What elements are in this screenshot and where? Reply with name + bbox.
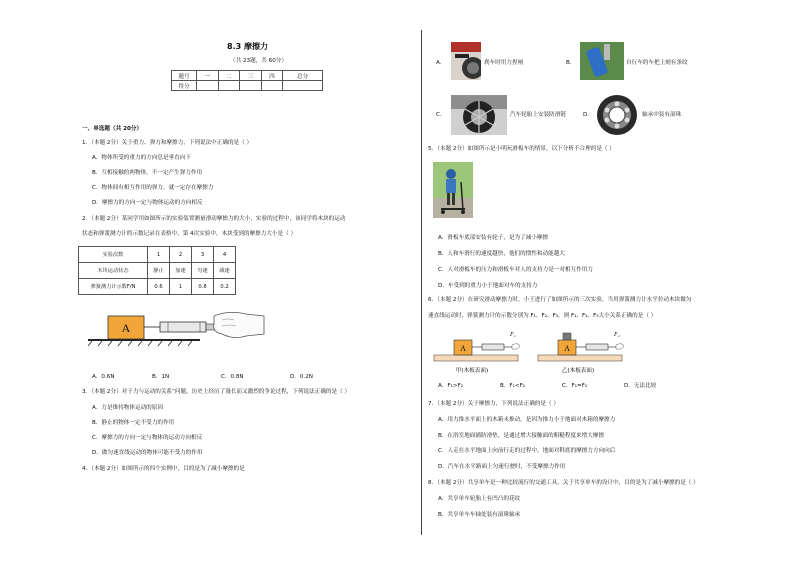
q2-data-table xyxy=(78,246,236,295)
table-cell: 1 xyxy=(170,279,192,295)
q3-stem: 3．（本题 2分）对于力与运动的关系”问题，历史上经历了漫长而又激烈的争论过程，下列说法正确的是（ ） xyxy=(82,389,351,395)
table-cell: 3 xyxy=(192,247,214,263)
q3-option-d: D．做匀速直线运动的物体可能不受力的作用 xyxy=(92,450,203,456)
q6-stem-line2: 速直线运动时，弹簧测力计的示数分别为 F₁、F₂、F₃，则 F₁、F₂、F₃大小关系正确的是（ ） xyxy=(428,313,657,319)
q2-option-c: C．0.8N xyxy=(221,374,244,380)
q5-option-b: B．人和车滑行的速度越快，他们的惯性和动能越大 xyxy=(438,251,565,257)
q4-option-b-letter: B． xyxy=(566,60,576,66)
table-row-label: 实验次数 xyxy=(79,247,148,263)
q6-experiment-figure xyxy=(432,326,632,376)
weight xyxy=(563,333,571,340)
scooter-child-photo xyxy=(433,162,473,218)
q2-option-b: B．1N xyxy=(152,374,170,380)
q6-option-a: A．F₁>F₂ xyxy=(438,383,464,389)
q3-option-b: B．静止的物体一定不受力的作用 xyxy=(92,420,175,426)
q4-option-b-text: 自行车的车把上刻有条纹 xyxy=(626,60,688,66)
table-cell: 加速 xyxy=(170,263,192,279)
q1-stem: 1．（本题 2分）关于重力、弹力和摩擦力，下列说法中正确的是（ ） xyxy=(82,140,253,146)
q2-option-a: A．0.6N xyxy=(92,374,115,380)
force-label: F₂ xyxy=(614,332,620,338)
q4-option-d-text: 轴承中装有滚珠 xyxy=(642,112,682,118)
fig-caption: 甲(木板表面) xyxy=(455,368,489,374)
table-cell: 静止 xyxy=(148,263,170,279)
q7-option-c: C．人走在水平地面上向前行走的过程中，地面对鞋底的摩擦力方向向后 xyxy=(438,448,616,454)
score-cell[interactable] xyxy=(240,81,262,91)
q1-option-a: A．物体所受的重力的方向总是垂直向下 xyxy=(92,155,191,161)
table-row-label: 弹簧测力计示数F/N xyxy=(79,279,148,295)
q4-option-c-text: 汽车轮胎上安装防滑链 xyxy=(510,112,566,118)
score-table-header: 题号 xyxy=(172,71,197,81)
q6-stem-line1: 6．（本题 2分）在研究滑动摩擦力时，小王进行了如图所示的三次实验，当用弹簧测力计水平拉动木块做匀 xyxy=(428,297,692,303)
table-cell: 减速 xyxy=(214,263,236,279)
block-label: A xyxy=(460,344,466,353)
q4-stem: 4．（本题 2分）如图所示的四个实例中，目的是为了减小摩擦的是 xyxy=(82,466,245,472)
q8-option-a: A．共享单车轮胎上有凹凸的花纹 xyxy=(438,496,521,502)
table-cell: 1 xyxy=(148,247,170,263)
score-cell[interactable] xyxy=(218,81,240,91)
table-row xyxy=(79,247,236,263)
q4-option-a-letter: A． xyxy=(436,60,446,66)
score-cell[interactable] xyxy=(261,81,283,91)
q2-stem-line2: 状态和弹簧测力计的示数记录在表格中，第 4次实验中，木块受到的摩擦力大小是（ ） xyxy=(82,231,297,237)
q1-option-c: C．物体间有相互作用的弹力，就一定存在摩擦力 xyxy=(92,185,214,191)
force-label: F₁ xyxy=(510,332,516,338)
table-row xyxy=(79,279,236,295)
block-label: A xyxy=(564,344,570,353)
section-heading: 一、单选题（共 20分） xyxy=(82,126,143,132)
q8-option-b: B．共享单车车轴处装有滚珠轴承 xyxy=(438,512,521,518)
score-table xyxy=(171,70,323,91)
brake-lever-photo xyxy=(451,42,481,80)
table-cell: 0.6 xyxy=(148,279,170,295)
q7-option-b: B．在浴室地面铺防滑垫，是通过增大接触面的粗糙程度来增大摩擦 xyxy=(438,433,605,439)
page-subtitle: （共 23题，共 60分） xyxy=(230,58,287,64)
q5-option-c: C．人对滑板车的压力和滑板车对人的支持力是一对相互作用力 xyxy=(438,267,593,273)
q3-option-a: A．力是维持物体运动的原因 xyxy=(92,405,163,411)
q2-spring-scale-figure xyxy=(88,306,268,352)
table-cell: 匀速 xyxy=(192,263,214,279)
score-table-header: 四 xyxy=(261,71,283,81)
score-table-header: 总分 xyxy=(283,71,323,81)
table-cell: 0.8 xyxy=(192,279,214,295)
table-cell: 2 xyxy=(170,247,192,263)
q1-option-b: B．互相接触的两物体，不一定产生弹力作用 xyxy=(92,170,203,176)
q6-option-c: C．F₁=F₂ xyxy=(562,383,588,389)
score-row-label: 得分 xyxy=(172,81,197,91)
q3-option-c: C．摩擦力的方向一定与物体的运动方向相反 xyxy=(92,435,203,441)
score-table-header: 一 xyxy=(197,71,219,81)
q8-stem: 8．（本题 2分）共享单车是一种比较流行的交通工具，关于共享单车的设计中，目的是为了减小摩擦的是（ ） xyxy=(428,480,699,486)
q4-option-a-text: 刹车时用力捏闸 xyxy=(484,60,524,66)
q7-stem: 7．（本题 2分）关于摩擦力，下列说法正确的是（ ） xyxy=(428,401,559,407)
table-cell: 4 xyxy=(214,247,236,263)
table-row xyxy=(79,263,236,279)
handlebar-grip-photo xyxy=(580,42,624,80)
q6-option-d: D．无法比较 xyxy=(624,383,657,389)
q1-option-d: D．摩擦力的方向一定与物体运动的方向相反 xyxy=(92,200,203,206)
q5-stem: 5．（本题 2分）如图所示是小明玩滑板车的情景，以下分析不合理的是（ ） xyxy=(428,146,615,152)
q5-option-d: D．车受到的重力小于地面对车的支持力 xyxy=(438,283,538,289)
q2-option-d: D．0.2N xyxy=(290,374,313,380)
table-cell: 0.2 xyxy=(214,279,236,295)
hand xyxy=(214,312,264,337)
table-row-label: 木块运动状态 xyxy=(79,263,148,279)
q7-option-a: A．用力推水平面上的木箱未推动，是因为推力小于地面对木箱的摩擦力 xyxy=(438,417,616,423)
column-divider xyxy=(421,30,422,535)
q4-option-c-letter: C． xyxy=(436,112,446,118)
block-label: A xyxy=(121,321,131,335)
score-table-header: 三 xyxy=(240,71,262,81)
q2-stem-line1: 2．（本题 2分）某同学用如图所示的实验装置测量滑动摩擦力的大小，实验的过程中，该同学将木块的运动 xyxy=(82,216,346,222)
q7-option-d: D．汽车在水平路面上匀速行驶时，不受摩擦力作用 xyxy=(438,464,566,470)
q4-option-d-letter: D． xyxy=(583,112,593,118)
snow-chain-tire-photo xyxy=(451,95,507,135)
score-cell[interactable] xyxy=(197,81,219,91)
fig-caption: 乙(木板表面) xyxy=(561,368,595,374)
score-table-header: 二 xyxy=(218,71,240,81)
q6-option-b: B．F₁<F₂ xyxy=(500,383,526,389)
page-title: 8.3 摩擦力 xyxy=(227,42,268,51)
ball-bearing-photo xyxy=(596,94,638,136)
q5-option-a: A．滑板车底部安装有轮子，是为了减小摩擦 xyxy=(438,235,549,241)
score-cell[interactable] xyxy=(283,81,323,91)
